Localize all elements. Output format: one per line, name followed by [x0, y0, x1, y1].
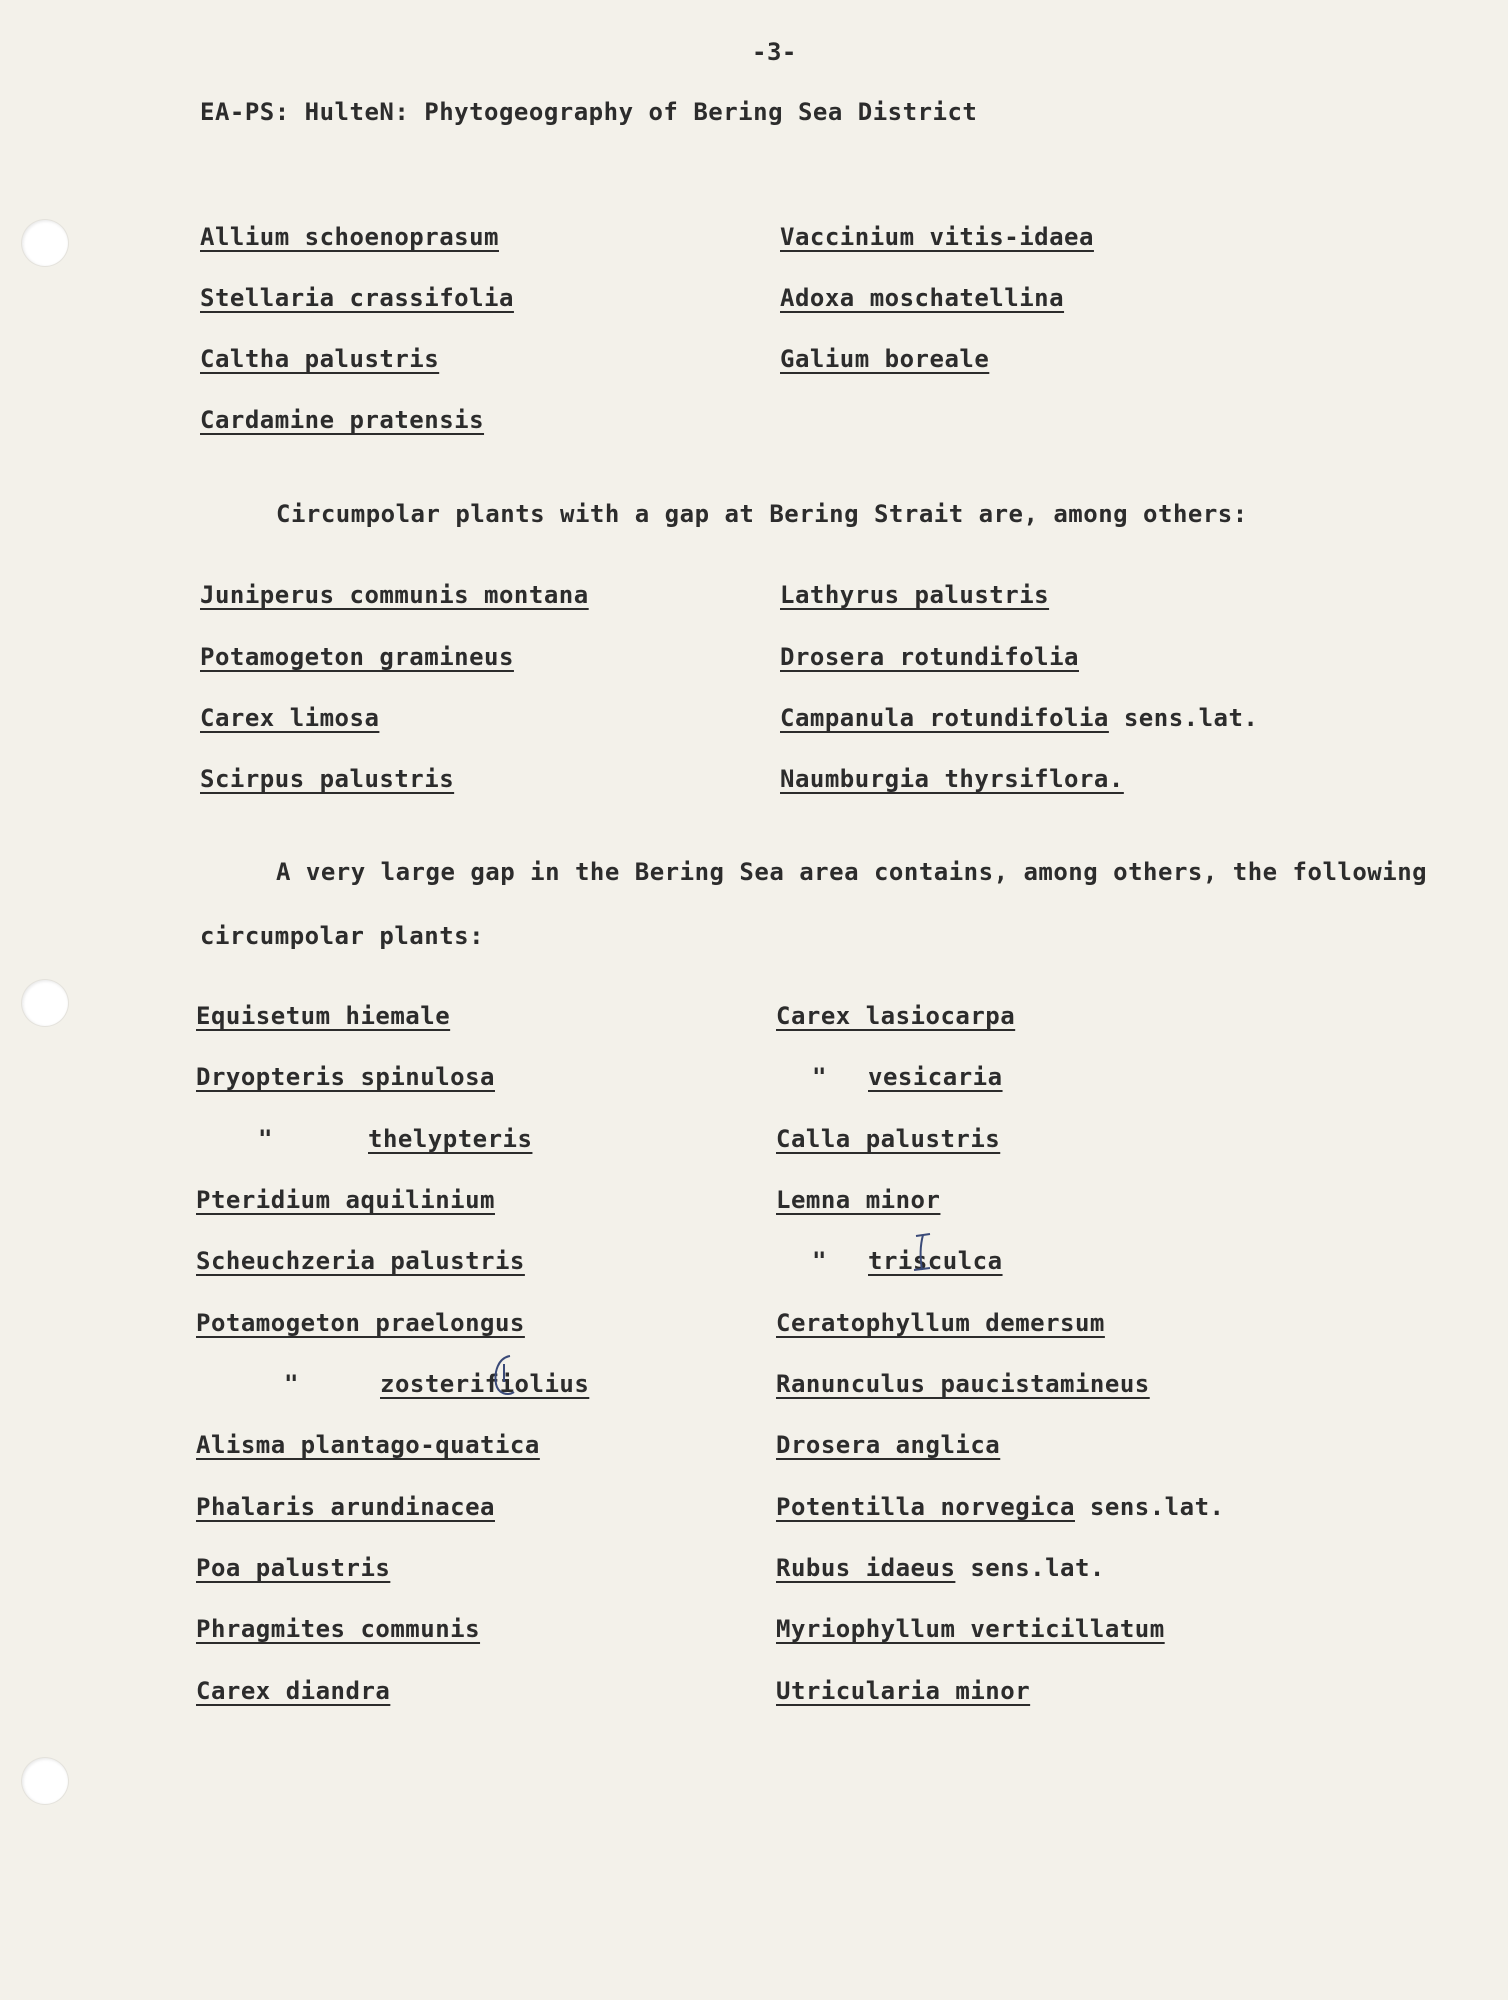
species-suffix: sens.lat. — [955, 1554, 1105, 1582]
list-item: Potamogeton gramineus — [200, 643, 514, 671]
list-item — [776, 1433, 1000, 1457]
list-item — [196, 1004, 450, 1028]
list-item — [780, 645, 1079, 669]
punch-hole-middle — [22, 980, 68, 1026]
species-name: Naumburgia thyrsiflora. — [780, 765, 1124, 793]
species-name: thelypteris — [368, 1125, 533, 1153]
list-item: Adoxa moschatellina — [780, 284, 1065, 312]
list-item — [780, 583, 1049, 607]
ditto-mark: " — [284, 1370, 299, 1398]
species-name: Calla palustris — [776, 1125, 1001, 1153]
species-name: Lemna minor — [776, 1186, 941, 1214]
species-name: zosterifiolius — [380, 1370, 590, 1398]
species-name: Drosera anglica — [776, 1431, 1001, 1459]
list-item — [776, 1004, 1015, 1028]
species-name: Myriophyllum verticillatum — [776, 1615, 1165, 1643]
punch-hole-top — [22, 220, 68, 266]
list-item: Scirpus palustris — [200, 765, 455, 793]
species-name: Alisma plantago-quatica — [196, 1431, 540, 1459]
species-name: Equisetum hiemale — [196, 1002, 451, 1030]
list-item — [196, 1311, 525, 1335]
list-item — [776, 1311, 1105, 1335]
list-item: Caltha palustris — [200, 345, 440, 373]
list-item — [258, 1127, 532, 1151]
pen-correction-mark — [490, 1352, 518, 1400]
list-item — [780, 767, 1124, 791]
species-name: Campanula rotundifolia — [780, 704, 1109, 732]
species-suffix: sens.lat. — [1074, 1493, 1225, 1521]
species-name: Carex lasiocarpa — [776, 1002, 1016, 1030]
species-name: Phalaris arundinacea — [196, 1493, 495, 1521]
list-item — [196, 1065, 495, 1089]
list-item — [776, 1617, 1165, 1641]
species-name: Utricularia minor — [776, 1677, 1031, 1705]
list-item — [196, 1249, 525, 1273]
species-name: Potamogeton praelongus — [196, 1309, 525, 1337]
species-name: Carex diandra — [196, 1677, 391, 1705]
list-item: Juniperus communis montana — [200, 581, 589, 609]
list-item: Cardamine pratensis — [200, 406, 485, 434]
pen-correction-mark — [908, 1230, 936, 1278]
species-name: Drosera rotundifolia — [780, 643, 1079, 671]
section-intro-large-gap: A very large gap in the Bering Sea area contains, among others, the following circumpolar plants: — [200, 858, 1428, 950]
ditto-mark: " — [812, 1247, 827, 1275]
list-item — [284, 1372, 589, 1396]
list-item — [196, 1617, 480, 1641]
list-item: Galium boreale — [780, 345, 990, 373]
list-item — [776, 1495, 1224, 1519]
species-name: Ceratophyllum demersum — [776, 1309, 1105, 1337]
punch-hole-bottom — [22, 1758, 68, 1804]
document-header: EA-PS: HulteN: Phytogeography of Bering Sea District — [200, 98, 978, 126]
list-item: Carex limosa — [200, 704, 380, 732]
list-item — [196, 1188, 495, 1212]
list-item — [196, 1556, 390, 1580]
list-item — [196, 1679, 390, 1703]
list-item: Stellaria crassifolia — [200, 284, 514, 312]
species-name: Lathyrus palustris — [780, 581, 1050, 609]
ditto-mark: " — [258, 1125, 273, 1153]
section-intro-gap-bering-strait: Circumpolar plants with a gap at Bering Strait are, among others: — [276, 500, 1248, 528]
list-item — [776, 1372, 1150, 1396]
list-item — [812, 1065, 1003, 1089]
list-item — [776, 1556, 1105, 1580]
list-item — [780, 706, 1258, 730]
list-item — [776, 1679, 1030, 1703]
list-item — [776, 1188, 940, 1212]
species-name: vesicaria — [868, 1063, 1003, 1091]
list-item — [776, 1127, 1000, 1151]
species-name: Phragmites communis — [196, 1615, 481, 1643]
species-suffix: sens.lat. — [1108, 704, 1259, 732]
species-name: Scheuchzeria palustris — [196, 1247, 525, 1275]
ditto-mark: " — [812, 1063, 827, 1091]
species-name: trisculca — [868, 1247, 1003, 1275]
species-name: Dryopteris spinulosa — [196, 1063, 495, 1091]
species-name: Ranunculus paucistamineus — [776, 1370, 1150, 1398]
species-name: Pteridium aquilinium — [196, 1186, 495, 1214]
list-item: Vaccinium vitis-idaea — [780, 223, 1094, 251]
list-item — [196, 1433, 540, 1457]
page-number: -3- — [752, 38, 797, 66]
species-name: Rubus idaeus — [776, 1554, 956, 1582]
list-item: Allium schoenoprasum — [200, 223, 499, 251]
species-name: Poa palustris — [196, 1554, 391, 1582]
list-item — [196, 1495, 495, 1519]
species-name: Potentilla norvegica — [776, 1493, 1075, 1521]
